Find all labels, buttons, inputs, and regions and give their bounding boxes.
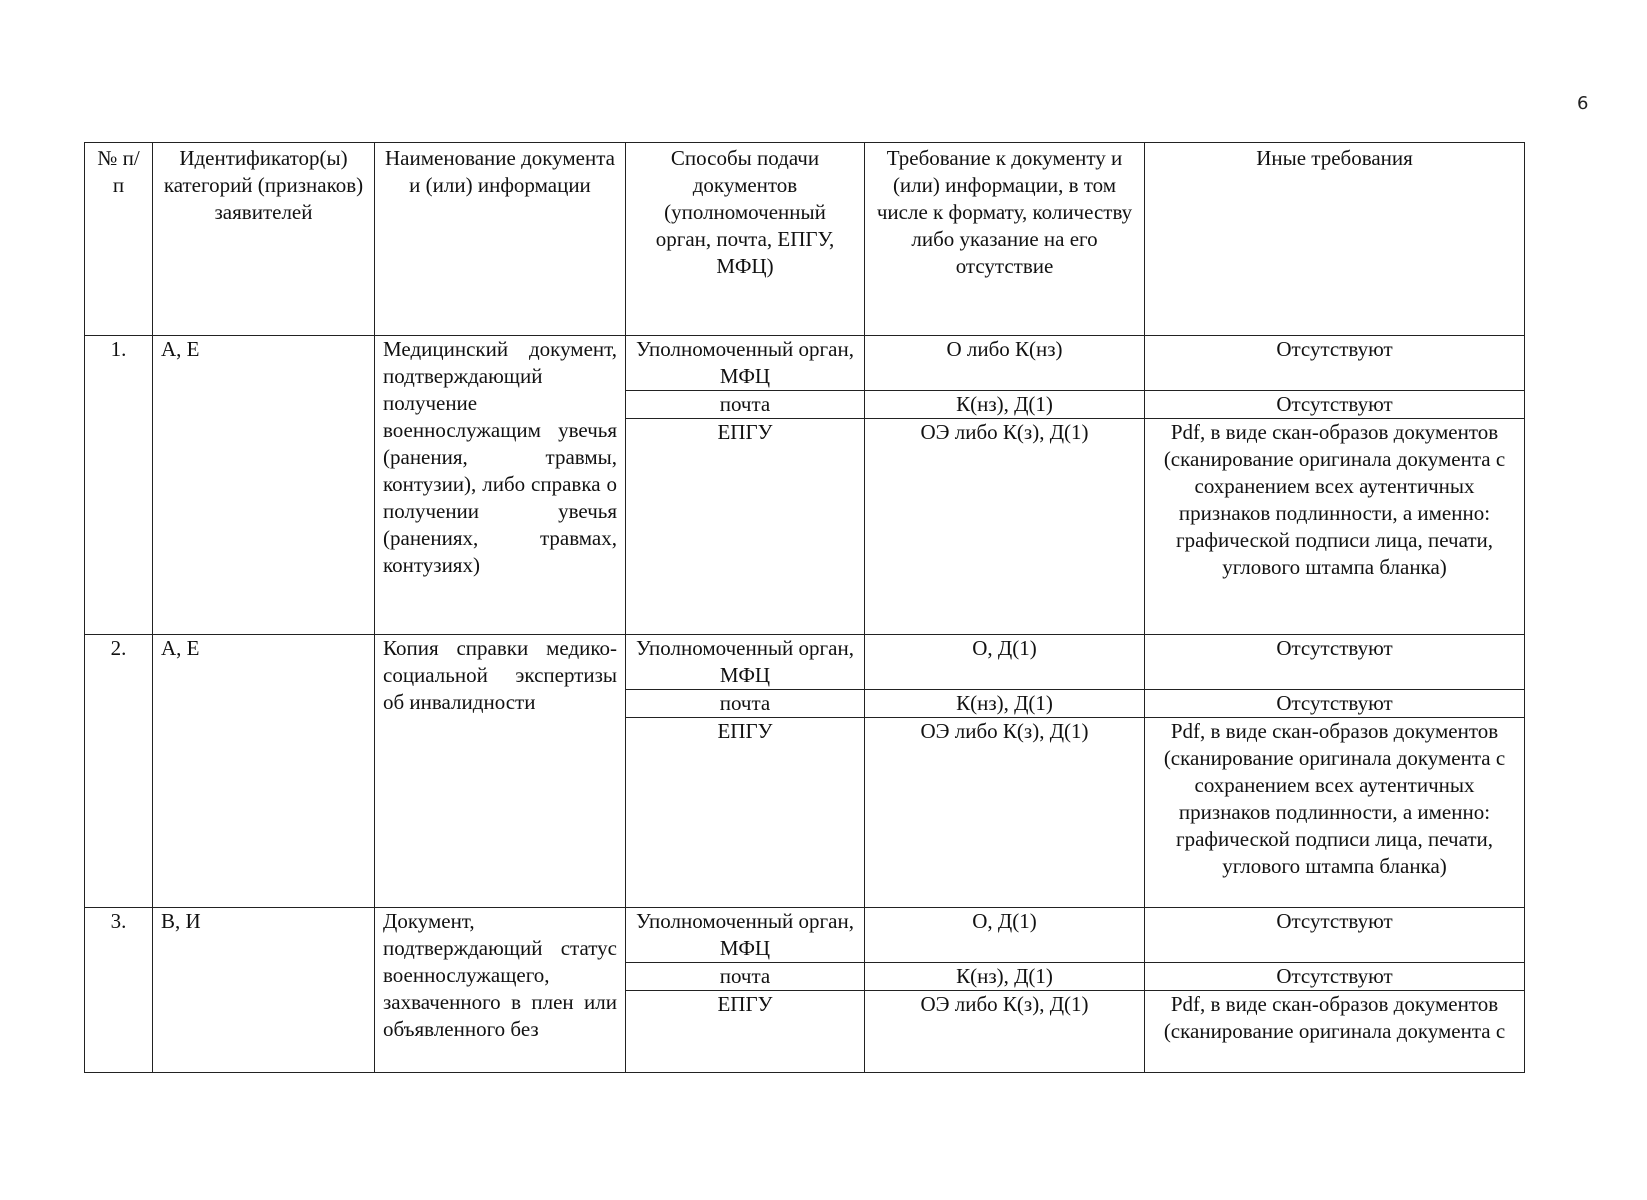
header-number: № п/п: [85, 143, 153, 336]
other-requirement: Pdf, в виде скан-образов документов (сканирование оригинала документа с сохранением всех аутентичных признаков подлинности, а именно: графической подписи лица, печати, углового штампа бланка): [1145, 718, 1525, 908]
document-requirement: К(нз), Д(1): [865, 391, 1145, 419]
header-other-requirements: Иные требования: [1145, 143, 1525, 336]
table-row: [85, 336, 1525, 391]
document-requirement: О, Д(1): [865, 635, 1145, 690]
submission-method: почта: [626, 963, 865, 991]
header-document-requirements: Требование к документу и (или) информации, в том числе к формату, количеству либо указание на его отсутствие: [865, 143, 1145, 336]
document-requirement: ОЭ либо К(з), Д(1): [865, 718, 1145, 908]
table-row: [85, 635, 1525, 690]
table-row: [85, 908, 1525, 963]
submission-method: ЕПГУ: [626, 991, 865, 1073]
row-number: 3.: [85, 908, 153, 1073]
other-requirement: Pdf, в виде скан-образов документов (сканирование оригинала документа с: [1145, 991, 1525, 1073]
row-identifier: А, Е: [153, 336, 375, 635]
document-requirement: О либо К(нз): [865, 336, 1145, 391]
other-requirement: Отсутствуют: [1145, 391, 1525, 419]
header-identifier: Идентификатор(ы) категорий (признаков) заявителей: [153, 143, 375, 336]
submission-method: ЕПГУ: [626, 419, 865, 635]
header-document-name: Наименование документа и (или) информации: [375, 143, 626, 336]
submission-method: ЕПГУ: [626, 718, 865, 908]
submission-method: Уполномоченный орган, МФЦ: [626, 635, 865, 690]
other-requirement: Отсутствуют: [1145, 963, 1525, 991]
document-requirement: О, Д(1): [865, 908, 1145, 963]
row-identifier: А, Е: [153, 635, 375, 908]
other-requirement: Отсутствуют: [1145, 908, 1525, 963]
header-submission-methods: Способы подачи документов (уполномоченный орган, почта, ЕПГУ, МФЦ): [626, 143, 865, 336]
document-requirement: К(нз), Д(1): [865, 963, 1145, 991]
row-document-name: Копия справки медико-социальной экспертизы об инвалидности: [375, 635, 626, 908]
other-requirement: Pdf, в виде скан-образов документов (сканирование оригинала документа с сохранением всех аутентичных признаков подлинности, а именно: графической подписи лица, печати, углового штампа бланка): [1145, 419, 1525, 635]
row-number: 2.: [85, 635, 153, 908]
row-document-name: Документ, подтверждающий статус военнослужащего, захваченного в плен или объявленного без: [375, 908, 626, 1073]
document-requirement: ОЭ либо К(з), Д(1): [865, 419, 1145, 635]
documents-table: [84, 142, 1525, 1073]
document-requirement: К(нз), Д(1): [865, 690, 1145, 718]
document-requirement: ОЭ либо К(з), Д(1): [865, 991, 1145, 1073]
row-identifier: В, И: [153, 908, 375, 1073]
other-requirement: Отсутствуют: [1145, 690, 1525, 718]
other-requirement: Отсутствуют: [1145, 635, 1525, 690]
submission-method: Уполномоченный орган, МФЦ: [626, 908, 865, 963]
submission-method: почта: [626, 391, 865, 419]
other-requirement: Отсутствуют: [1145, 336, 1525, 391]
page-number: 6: [1577, 93, 1589, 114]
table-header-row: [85, 143, 1525, 336]
row-document-name: Медицинский документ, подтверждающий получение военнослужащим увечья (ранения, травмы, контузии), либо справка о получении увечья (ранениях, травмах, контузиях): [375, 336, 626, 635]
submission-method: почта: [626, 690, 865, 718]
row-number: 1.: [85, 336, 153, 635]
submission-method: Уполномоченный орган, МФЦ: [626, 336, 865, 391]
